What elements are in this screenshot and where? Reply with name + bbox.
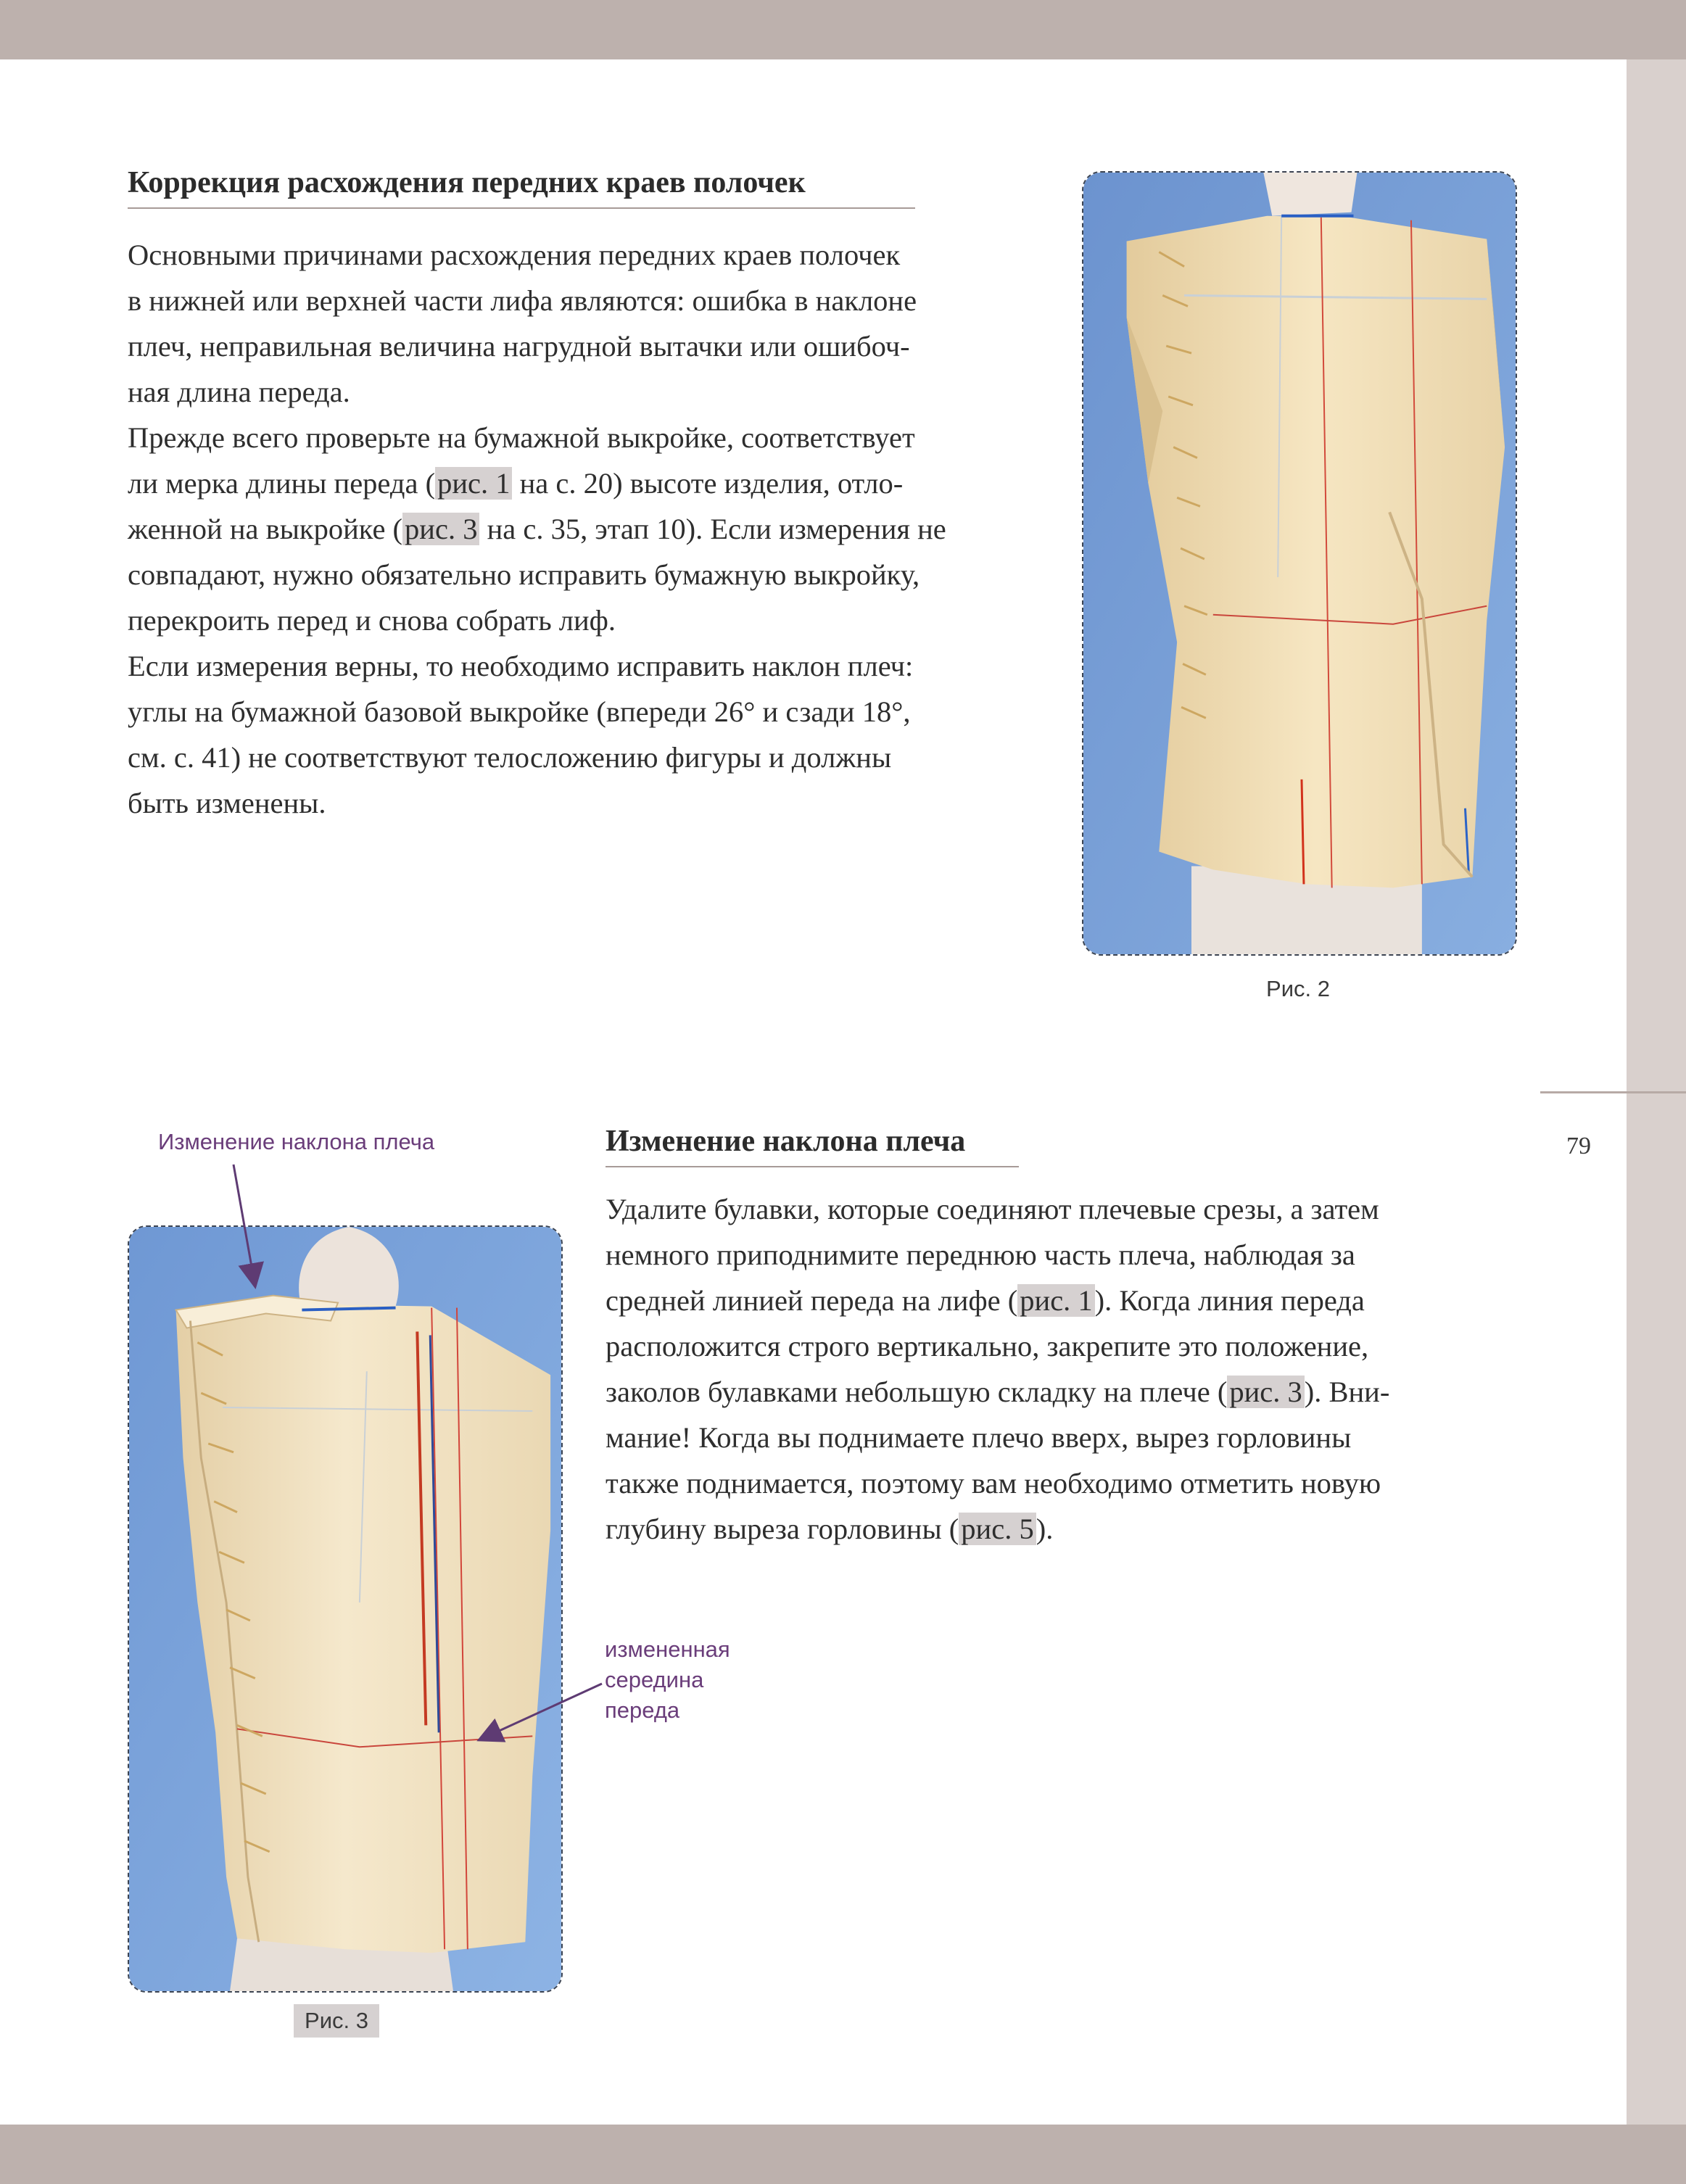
text-span: Прежде всего проверьте на бумажной выкройке, соответствует: [128, 421, 915, 454]
text-line: [606, 1186, 1505, 1232]
text-line: [606, 1415, 1505, 1460]
text-line: [128, 369, 1049, 415]
text-span: средней линией переда на лифе (: [606, 1284, 1018, 1317]
text-line: [128, 278, 1049, 323]
text-span: на с. 20) высоте изделия, отло-: [512, 467, 904, 500]
text-span: Основными причинами расхождения передних краев полочек: [128, 239, 901, 271]
text-line: [128, 597, 1049, 643]
section-heading-front-edges: Коррекция расхождения передних краев полочек: [128, 165, 915, 209]
figure-reference-link[interactable]: рис. 5: [959, 1513, 1036, 1545]
bodice-shoulder-fold-image: [129, 1227, 561, 1991]
text-line: [128, 460, 1049, 506]
text-line: [128, 643, 1049, 689]
section-heading-shoulder-slope: Изменение наклона плеча: [606, 1124, 1019, 1167]
top-band: [0, 0, 1686, 59]
annotation-center-front: [605, 1634, 779, 1726]
bodice-mannequin-image: [1083, 173, 1516, 954]
page-number-rule: [1540, 1091, 1686, 1093]
text-span: ли мерка длины переда (: [128, 467, 436, 500]
text-line: [128, 323, 1049, 369]
figure-3-photo: [128, 1225, 563, 1993]
text-span: плеч, неправильная величина нагрудной вытачки или ошибоч-: [128, 330, 910, 363]
text-span: глубину выреза горловины (: [606, 1513, 959, 1545]
figure-reference-link[interactable]: рис. 3: [402, 513, 479, 545]
figure-2-caption: Рис. 2: [1266, 976, 1330, 1001]
text-span: немного приподнимите переднюю часть плеча, наблюдая за: [606, 1238, 1355, 1271]
section-body-shoulder-slope: [606, 1186, 1505, 1552]
text-span: углы на бумажной базовой выкройке (впереди 26° и сзади 18°,: [128, 695, 911, 728]
text-span: см. с. 41) не соответствуют телосложению фигуры и должны: [128, 741, 892, 774]
text-span: совпадают, нужно обязательно исправить бумажную выкройку,: [128, 558, 920, 591]
text-span: ). Когда линия переда: [1094, 1284, 1365, 1317]
figure-reference-link[interactable]: рис. 3: [1227, 1376, 1304, 1408]
text-span: в нижней или верхней части лифа являются: ошибка в наклоне: [128, 284, 917, 317]
annotation-center-line-1: измененная: [605, 1637, 730, 1662]
text-line: [606, 1232, 1505, 1278]
text-line: [606, 1323, 1505, 1369]
bottom-band: [0, 2125, 1686, 2184]
text-span: ). Вни-: [1304, 1376, 1390, 1408]
text-span: ная длина переда.: [128, 376, 350, 408]
annotation-shoulder-slope: Изменение наклона плеча: [158, 1129, 435, 1154]
figure-3-caption: Рис. 3: [294, 2004, 379, 2038]
annotation-center-line-2: середина: [605, 1667, 704, 1692]
text-span: заколов булавками небольшую складку на плече (: [606, 1376, 1228, 1408]
text-span: Если измерения верны, то необходимо исправить наклон плеч:: [128, 650, 914, 682]
text-line: [606, 1278, 1505, 1323]
text-line: [128, 552, 1049, 597]
text-line: [606, 1506, 1505, 1552]
text-line: [128, 232, 1049, 278]
text-span: мание! Когда вы поднимаете плечо вверх, вырез горловины: [606, 1421, 1352, 1454]
text-line: [128, 780, 1049, 826]
text-line: [128, 415, 1049, 460]
text-line: [606, 1460, 1505, 1506]
text-span: расположится строго вертикально, закрепите это положение,: [606, 1330, 1369, 1362]
text-span: ).: [1036, 1513, 1054, 1545]
text-span: Удалите булавки, которые соединяют плечевые срезы, а затем: [606, 1193, 1379, 1225]
text-line: [128, 506, 1049, 552]
text-line: [128, 735, 1049, 780]
text-span: на с. 35, этап 10). Если измерения не: [479, 513, 946, 545]
text-line: [606, 1369, 1505, 1415]
text-span: также поднимается, поэтому вам необходимо отметить новую: [606, 1467, 1381, 1500]
page-number: 79: [1566, 1133, 1591, 1159]
figure-2-photo: [1082, 171, 1517, 956]
text-span: женной на выкройке (: [128, 513, 403, 545]
text-span: быть изменены.: [128, 787, 326, 819]
text-span: перекроить перед и снова собрать лиф.: [128, 604, 616, 637]
annotation-center-line-3: переда: [605, 1697, 680, 1723]
text-line: [128, 689, 1049, 735]
section-body-front-edges: [128, 232, 1049, 826]
figure-reference-link[interactable]: рис. 1: [1017, 1284, 1094, 1317]
figure-reference-link[interactable]: рис. 1: [435, 467, 512, 500]
